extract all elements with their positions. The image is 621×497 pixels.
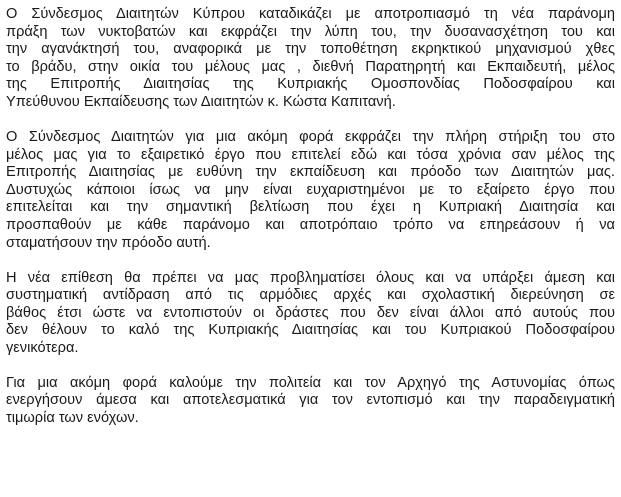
paragraph-call-to-authorities bbox=[6, 375, 615, 428]
text-line: ενεργήσουν άμεσα και αποτελεσματικά για τον εντοπισμό και την παραδειγματική bbox=[6, 392, 615, 409]
text-line: μέλος μας για το εξαιρετικό έργο που επιτελεί εδώ και τόσα χρόνια σαν μέλος της bbox=[6, 146, 615, 163]
text-line: Για μια ακόμη φορά καλούμε την πολιτεία και τον Αρχηγό της Αστυνομίας όπως bbox=[6, 374, 615, 391]
paragraph-support bbox=[6, 129, 615, 252]
text-line: Ο Σύνδεσμος Διαιτητών για μια ακόμη φορά εκφράζει την πλήρη στήριξη του στο bbox=[6, 128, 615, 145]
text-line: τιμωρία των ενόχων. bbox=[6, 410, 139, 427]
text-line: προσπαθούν με κάθε παράνομο και αποτρόπαιο τρόπο να επηρεάσουν ή να bbox=[6, 216, 615, 233]
text-line: βάθος έτσι ώστε να εντοπιστούν οι δράστες που δεν είναι άλλοι από αυτούς που bbox=[6, 304, 615, 321]
text-line: πράξη των νυκτοβατών και εκφράζει την λύπη του, την δυσανασχέτηση του και bbox=[6, 23, 615, 40]
text-line: συστηματική αντίδραση από τις αρμόδιες αρχές και σχολαστική διερεύνηση σε bbox=[6, 287, 615, 304]
text-line: το βράδυ, στην οικία του μέλους μας , διεθνή Παρατηρητή και Εκπαιδευτή, μέλος bbox=[6, 58, 615, 75]
text-line: την αγανάκτησή του, αναφορικά με την τοποθέτηση εκρηκτικού μηχανισμού χθες bbox=[6, 41, 615, 58]
text-line: επιτελείται και την σημαντική βελτίωση που έχει η Κυπριακή Διαιτησία και bbox=[6, 199, 615, 216]
text-line: Υπεύθυνου Εκπαίδευσης των Διαιτητών κ. Κώστα Καπιτανή. bbox=[6, 93, 396, 110]
text-line: δεν θέλουν το καλό της Κυπριακής Διαιτησίας και του Κυπριακού Ποδοσφαίρου bbox=[6, 322, 615, 339]
text-line: γενικότερα. bbox=[6, 339, 79, 356]
text-line: της Επιτροπής Διαιτησίας της Κυπριακής Ομοσπονδίας Ποδοσφαίρου και bbox=[6, 76, 615, 93]
text-line: Ο Σύνδεσμος Διαιτητών Κύπρου καταδικάζει με αποτροπιασμό τη νέα παράνομη bbox=[6, 6, 615, 22]
text-line: σταματήσουν την πρόοδο αυτή. bbox=[6, 234, 211, 251]
text-line: Η νέα επίθεση θα πρέπει να μας προβληματίσει όλους και να υπάρξει άμεση και bbox=[6, 269, 615, 286]
text-line: Δυστυχώς κάποιοι ίσως να μην είναι ευχαριστημένοι με το εξαίρετο έργο που bbox=[6, 181, 615, 198]
paragraph-condemnation bbox=[6, 6, 615, 112]
paragraph-reaction bbox=[6, 270, 615, 358]
text-line: Επιτροπής Διαιτησίας με ευθύνη την εκπαίδευση και πρόοδο των Διαιτητών μας. bbox=[6, 164, 615, 181]
